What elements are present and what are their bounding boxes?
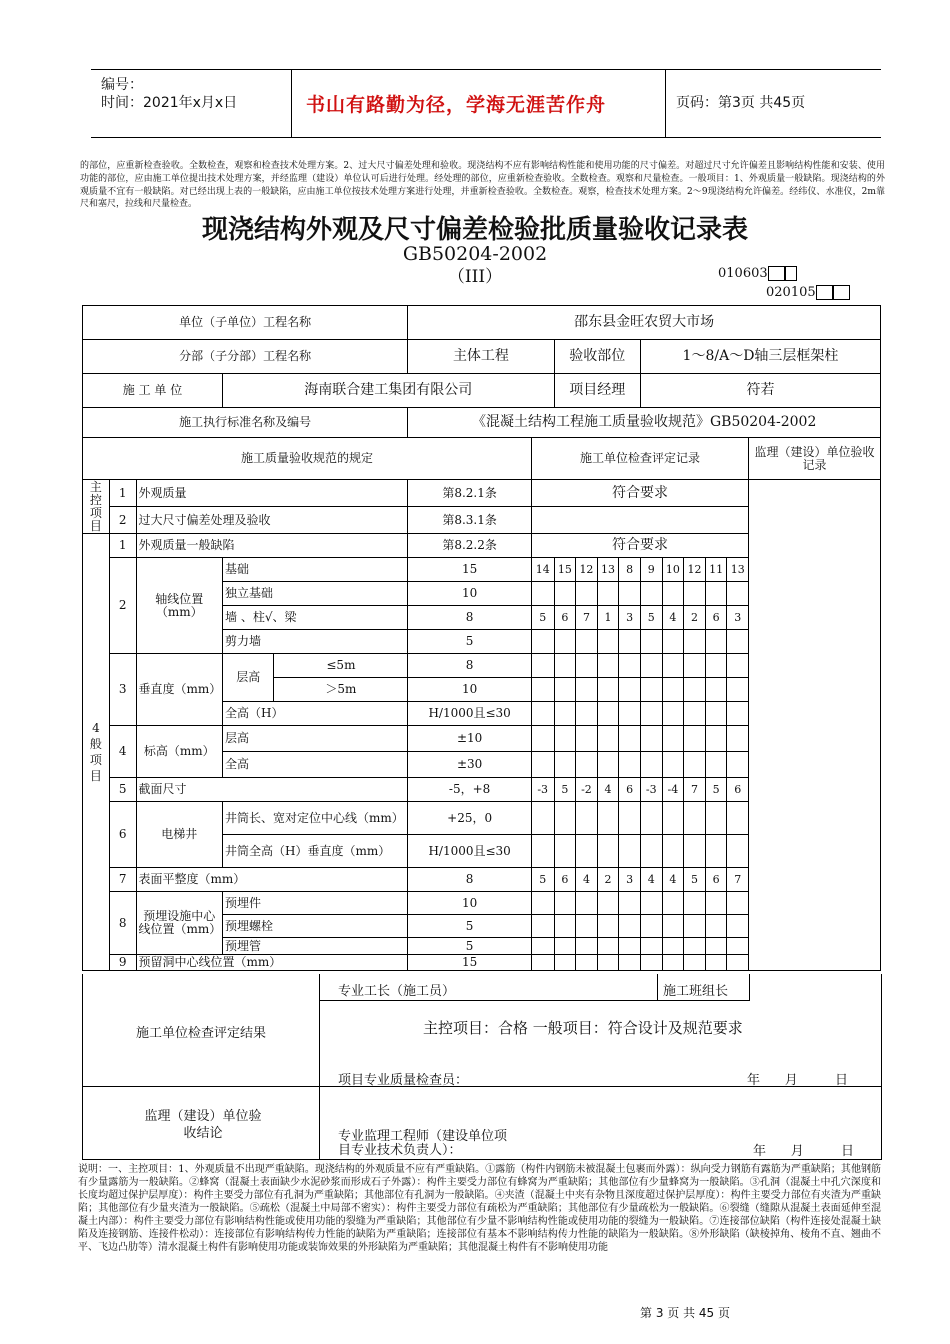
item-no: 8 [109,892,136,955]
section-divider [319,974,320,1159]
measured-value: 13 [597,558,619,582]
sub-item-name: 预埋件 [223,892,408,915]
measured-value: 3 [619,868,641,892]
inspection-table [82,305,881,971]
measured-value: 10 [662,558,684,582]
item-name: 预留洞中心线位置（mm） [136,955,408,971]
item-name: 表面平整度（mm） [136,868,408,892]
code-box [768,266,785,281]
tolerance: 8 [408,868,532,892]
measured-value: 4 [597,778,619,802]
measured-value: 15 [554,558,576,582]
manager-label: 项目经理 [554,374,640,408]
floor-height-label: 层高 [223,654,274,702]
measured-value: 9 [640,558,662,582]
sub-item-name: 独立基础 [223,582,408,606]
sub-item-name: 预埋管 [223,938,408,955]
info-row [83,340,881,374]
tolerance: 10 [408,892,532,915]
item-no: 1 [109,534,136,558]
measured-value: 5 [705,778,727,802]
item-no: 2 [109,558,136,654]
foreman-label: 专业工长（施工员） [338,984,456,999]
acceptance-part-value: 1～8/A～D轴三层框架柱 [640,340,880,374]
item-no: 1 [109,480,136,507]
sub-item-name: ＞5m [274,678,408,702]
measured-value: 13 [727,558,749,582]
measured-value: 5 [684,868,706,892]
column-header-spec: 施工质量验收规范的规定 [83,438,532,480]
page-footer: 第 3 页 共 45 页 [640,1306,730,1320]
motto: 书山有路勤为径，学海无涯苦作舟 [306,94,607,116]
tolerance: -5，+8 [408,778,532,802]
item-no: 2 [109,507,136,534]
item-result: 符合要求 [531,534,748,558]
item-name: 轴线位置（mm） [136,558,222,654]
sub-item-name: 剪力墙 [223,630,408,654]
item-clause: 第8.2.2条 [408,534,532,558]
column-header-supervisor: 监理（建设）单位验收记录 [749,438,881,480]
tolerance: 8 [408,654,532,678]
tolerance: +25，0 [408,802,532,835]
division-value: 主体工程 [408,340,554,374]
item-name: 截面尺寸 [136,778,408,802]
code-box [816,285,833,300]
measured-value: 11 [705,558,727,582]
measured-value: 14 [531,558,554,582]
tolerance: 10 [408,582,532,606]
item-no: 7 [109,868,136,892]
section-divider [319,1000,750,1001]
header-divider [665,70,666,137]
info-row [83,408,881,438]
measured-value: 7 [727,868,749,892]
measured-value: 1 [597,606,619,630]
item-no: 5 [109,778,136,802]
item-clause: 第8.2.1条 [408,480,532,507]
measured-value: 5 [531,606,554,630]
item-name: 标高（mm） [136,726,222,778]
measured-value: 5 [531,868,554,892]
general-items-label: 4 般 项 目 [83,534,110,971]
tolerance: 10 [408,678,532,702]
item-no: 4 [109,726,136,778]
page-header [91,69,881,138]
supervisor-record [749,480,881,971]
measured-value: 6 [554,606,576,630]
item-name: 预埋设施中心线位置（mm） [136,892,222,955]
sub-item-name: 层高 [223,726,408,752]
batch-code-1: 010603 [718,266,797,281]
document-title: 现浇结构外观及尺寸偏差检验批质量验收记录表 [201,215,748,245]
measured-value: 2 [597,868,619,892]
inspector-label: 项目专业质量检查员： [338,1073,469,1088]
acceptance-part-label: 验收部位 [554,340,640,374]
header-divider [291,70,292,137]
tolerance: H/1000且≤30 [408,835,532,868]
manager-value: 符若 [640,374,880,408]
measured-value: 5 [554,778,576,802]
sub-item-name: 预埋螺栓 [223,915,408,938]
measured-value: 6 [705,606,727,630]
sub-item-name: ≤5m [274,654,408,678]
page-number-label: 页码：第3页 共45页 [676,95,806,111]
supervisor-engineer-label: 专业监理工程师（建设单位项目专业技术负责人）： [338,1129,508,1158]
tolerance: 5 [408,938,532,955]
item-result [531,507,748,534]
item-no: 3 [109,654,136,726]
item-name: 外观质量 [136,480,408,507]
document-code-label: 编号： [101,77,143,93]
unit-value: 邵东县金旺农贸大市场 [408,306,881,340]
sub-item-name: 墙 、柱√、梁 [223,606,408,630]
measured-value: 7 [684,778,706,802]
evaluation-section [82,974,882,1160]
column-header-check: 施工单位检查评定记录 [531,438,748,480]
measured-value: 4 [662,606,684,630]
intro-text: 的部位，应重新检查验收。全数检查，观察和检查技术处理方案。2、过大尺寸偏差处理和验收。现浇结构不应有影响结构性能和使用功能的尺寸偏差。对超过尺寸允许偏差且影响结构性能和安装、使用功能的部位，应由施工单位提出技术处理方案，并经监理（建设）单位认可后进行处理。经处理的部位，应重新检查验收。全数检查。观察和尺量检查。一般项目：1、外观质量一般缺陷。现浇结构的外观质量不宜有一般缺陷。对已经出现上表的一般缺陷，应由施工单位按技术处理方案进行处理，并重新检查验收。全数检查。观察，检查技术处理方案。2～9现浇结构允许偏差。经纬仪、水准仪，2m靠尺和塞尺，拉线和尺量检查。 [80,161,885,210]
contractor-value: 海南联合建工集团有限公司 [223,374,555,408]
item-no: 6 [109,802,136,868]
standard-label: 施工执行标准名称及编号 [83,408,408,438]
column-header-row [83,438,881,480]
measured-value: 6 [554,868,576,892]
batch-code-2: 020105 [766,285,850,300]
measured-value: -3 [531,778,554,802]
item-clause: 第8.3.1条 [408,507,532,534]
division-label: 分部（子分部）工程名称 [83,340,408,374]
explanation-note: 说明：一、主控项目：1、外观质量不出现严重缺陷。现浇结构的外观质量不应有严重缺陷。①露筋（构件内钢筋未被混凝土包裹而外露）：纵向受力钢筋有露筋为严重缺陷；其他钢筋有少量露筋为一般缺陷。②蜂窝（混凝土表面缺少水泥砂浆而形成石子外露）：构件主要受力部位有蜂窝为严重缺陷；其他部位有少量蜂窝为一般缺陷。③孔洞（混凝土中孔穴深度和长度均超过保护层厚度）：构件主要受力部位有孔洞为严重缺陷；其他部位有孔洞为一般缺陷。④夹渣（混凝土中夹有杂物且深度超过保护层厚度）：构件主要受力部位有夹渣为严重缺陷；其他部位有少量夹渣为一般缺陷。⑤疏松（混凝土中局部不密实）：构件主要受力部位有疏松为严重缺陷；其他部位有少量疏松为一般缺陷。⑥裂缝（缝隙从混凝土表面延伸至混凝土内部）：构件主要受力部位有影响结构性能或使用功能的裂缝为严重缺陷；其他部位有少量不影响结构性能或使用功能的裂缝为一般缺陷。⑦连接部位缺陷（构件连接处混凝土缺陷及连接钢筋、连接件松动）：连接部位有影响结构传力性能的缺陷为严重缺陷；连接部位有基本不影响结构传力性能的缺陷为一般缺陷。⑧外形缺陷（缺棱掉角、棱角不直、翘曲不平、飞边凸肋等）清水混凝土构件有影响使用功能或装饰效果的外形缺陷为严重缺陷；其他混凝土构件有不影响使用功能 [78,1164,881,1253]
measured-value: 4 [576,868,598,892]
info-row [83,306,881,340]
section-divider [657,974,658,1000]
contractor-label: 施 工 单 位 [83,374,223,408]
item-name: 电梯井 [136,802,222,868]
team-leader-label: 施工班组长 [663,984,729,999]
measured-value: 6 [619,778,641,802]
inspector-date: 年 月 日 [747,1073,848,1088]
measured-value: 4 [662,868,684,892]
measured-value: -3 [640,778,662,802]
contractor-result-label: 施工单位检查评定结果 [135,1026,266,1041]
measured-value: 3 [727,606,749,630]
tolerance: 5 [408,915,532,938]
measured-value: -4 [662,778,684,802]
sub-item-name: 基础 [223,558,408,582]
measured-value: 6 [727,778,749,802]
measured-value: 6 [705,868,727,892]
info-row [83,374,881,408]
section-divider [749,974,750,1000]
standard-value: 《混凝土结构工程施工质量验收规范》GB50204-2002 [408,408,881,438]
measured-value: -2 [576,778,598,802]
code-box [785,266,797,281]
measured-value: 12 [684,558,706,582]
measured-value: 2 [684,606,706,630]
part-label: （III） [447,267,503,287]
sub-item-name: 井筒全高（H）垂直度（mm） [223,835,408,868]
tolerance: 15 [408,558,532,582]
tolerance: ±30 [408,752,532,778]
contractor-result-text: 主控项目：合格 一般项目：符合设计及规范要求 [423,1019,743,1037]
tolerance: 8 [408,606,532,630]
standard-code: GB50204-2002 [402,243,548,265]
sub-item-name: 井筒长、宽对定位中心线（mm） [223,802,408,835]
tolerance: 15 [408,955,532,971]
tolerance: ±10 [408,726,532,752]
item-name: 外观质量一般缺陷 [136,534,408,558]
supervisor-date: 年 月 日 [753,1144,854,1159]
item-name: 垂直度（mm） [136,654,222,726]
document-time-label: 时间：2021年x月x日 [101,95,238,111]
measured-value: 4 [640,868,662,892]
item-result: 符合要求 [531,480,748,507]
measured-value: 12 [576,558,598,582]
main-control-label: 主控项目 [83,480,110,534]
measured-value: 7 [576,606,598,630]
table-row [83,480,881,507]
tolerance: H/1000且≤30 [408,702,532,726]
measured-value: 5 [640,606,662,630]
item-no: 9 [109,955,136,971]
measured-value: 3 [619,606,641,630]
unit-label: 单位（子单位）工程名称 [83,306,408,340]
tolerance: 5 [408,630,532,654]
measured-value: 8 [619,558,641,582]
code-box [833,285,850,300]
sub-item-name: 全高 [223,752,408,778]
sub-item-name: 全高（H） [223,702,408,726]
item-name: 过大尺寸偏差处理及验收 [136,507,408,534]
supervisor-conclusion-label: 监理（建设）单位验收结论 [144,1109,262,1141]
